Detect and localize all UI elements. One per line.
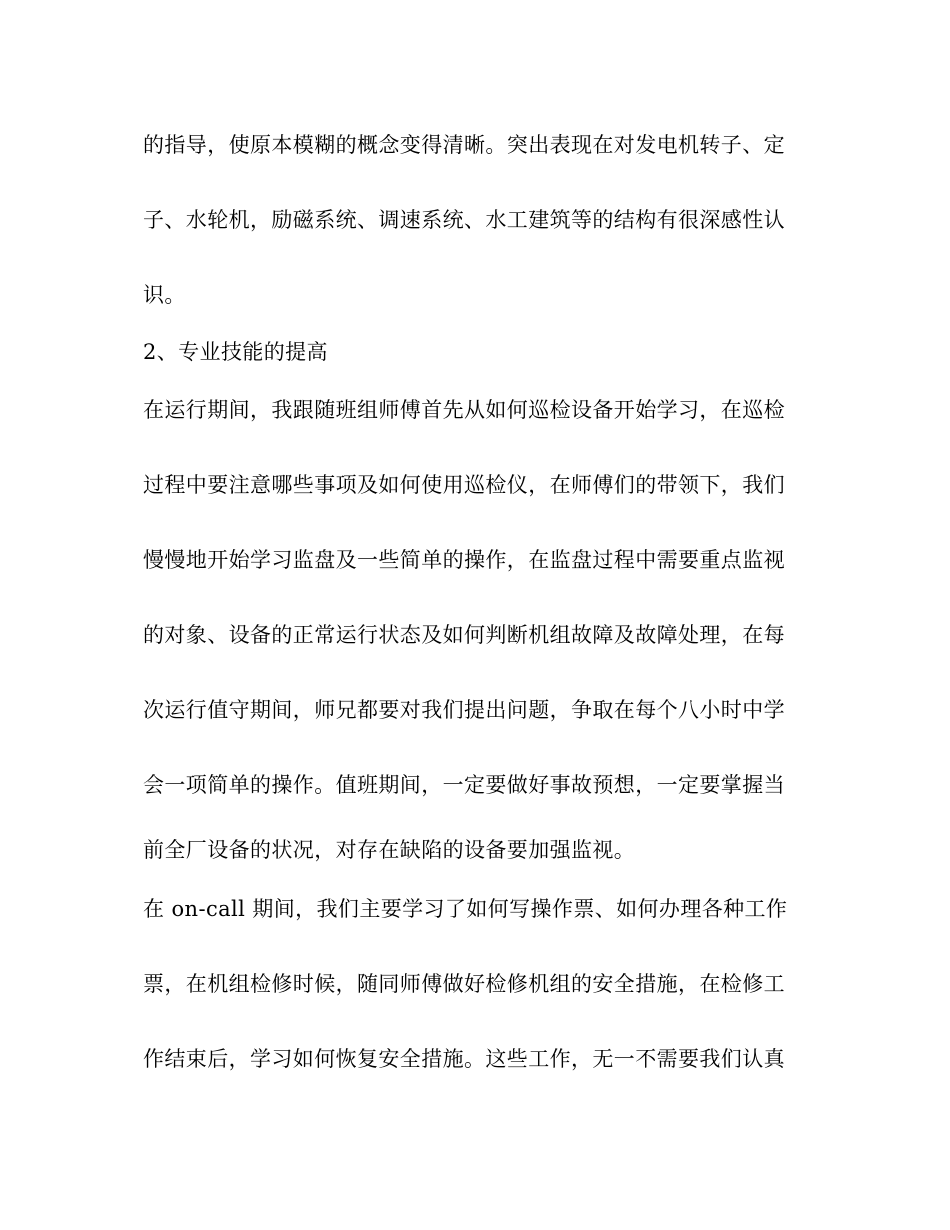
section-heading: 2、专业技能的提高 xyxy=(143,340,328,364)
paragraph-line: 过程中要注意哪些事项及如何使用巡检仪，在师傅们的带领下，我们 xyxy=(143,473,785,497)
paragraph-line: 慢慢地开始学习监盘及一些简单的操作，在监盘过程中需要重点监视 xyxy=(143,548,785,572)
paragraph-line: 会一项简单的操作。值班期间，一定要做好事故预想，一定要掌握当 xyxy=(143,773,785,797)
paragraph-line: 作结束后，学习如何恢复安全措施。这些工作，无一不需要我们认真 xyxy=(143,1047,785,1071)
paragraph-line: 识。 xyxy=(143,283,186,307)
paragraph-line: 的对象、设备的正常运行状态及如何判断机组故障及故障处理，在每 xyxy=(143,623,785,647)
paragraph-line: 子、水轮机，励磁系统、调速系统、水工建筑等的结构有很深感性认 xyxy=(143,208,785,232)
paragraph-line: 次运行值守期间，师兄都要对我们提出问题，争取在每个八小时中学 xyxy=(143,698,785,722)
paragraph-line: 在 on-call 期间，我们主要学习了如何写操作票、如何办理各种工作 xyxy=(143,897,788,921)
paragraph-line: 在运行期间，我跟随班组师傅首先从如何巡检设备开始学习，在巡检 xyxy=(143,398,785,422)
paragraph-line: 的指导，使原本模糊的概念变得清晰。突出表现在对发电机转子、定 xyxy=(143,133,785,157)
paragraph-line: 前全厂设备的状况，对存在缺陷的设备要加强监视。 xyxy=(143,838,636,862)
paragraph-line: 票，在机组检修时候，随同师傅做好检修机组的安全措施，在检修工 xyxy=(143,972,785,996)
